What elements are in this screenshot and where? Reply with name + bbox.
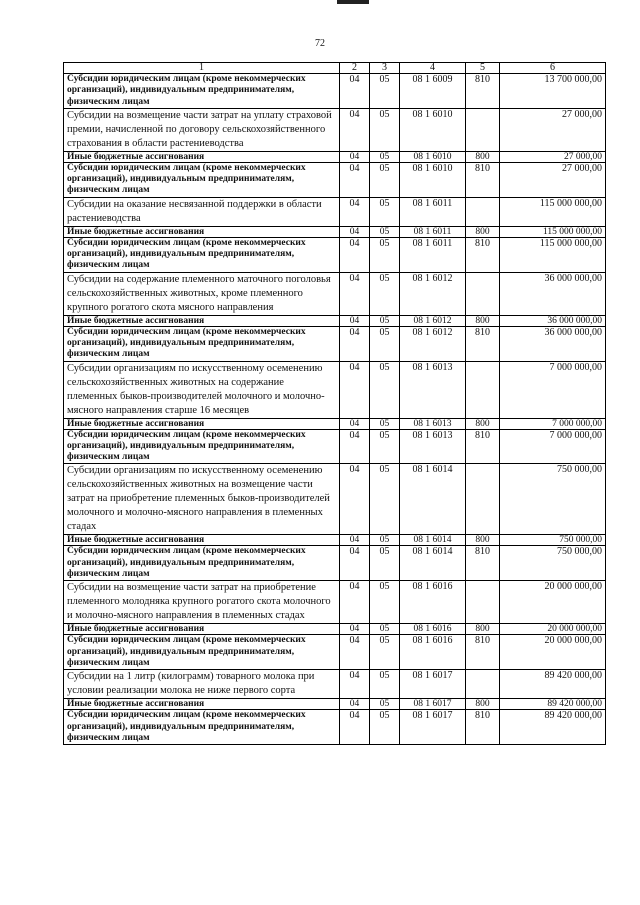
row-subsection-code: 05 [370, 670, 400, 699]
row-subsection-code: 05 [370, 226, 400, 237]
row-expense-type: 810 [466, 74, 500, 109]
row-amount: 36 000 000,00 [500, 315, 606, 326]
row-expense-type: 800 [466, 226, 500, 237]
header-col-4: 4 [400, 63, 466, 74]
row-subsection-code: 05 [370, 635, 400, 670]
row-subsection-code: 05 [370, 272, 400, 315]
header-col-1: 1 [64, 63, 340, 74]
row-amount: 7 000 000,00 [500, 418, 606, 429]
row-target-article: 08 1 6010 [400, 162, 466, 197]
row-amount: 36 000 000,00 [500, 326, 606, 361]
row-amount: 89 420 000,00 [500, 670, 606, 699]
row-subsection-code: 05 [370, 581, 400, 624]
row-expense-type: 800 [466, 624, 500, 635]
row-amount: 27 000,00 [500, 108, 606, 151]
row-subsection-code: 05 [370, 237, 400, 272]
row-target-article: 08 1 6013 [400, 418, 466, 429]
table-row [64, 699, 606, 710]
row-section-code: 04 [340, 361, 370, 418]
row-section-code: 04 [340, 197, 370, 226]
table-row [64, 151, 606, 162]
row-name: Субсидии на возмещение части затрат на приобретение племенного молодняка крупного рогатого скота молочного и молочно-мясного направления в племенных стадах [64, 581, 340, 624]
row-target-article: 08 1 6016 [400, 581, 466, 624]
row-subsection-code: 05 [370, 361, 400, 418]
row-expense-type: 800 [466, 535, 500, 546]
row-target-article: 08 1 6012 [400, 326, 466, 361]
row-section-code: 04 [340, 326, 370, 361]
row-subsection-code: 05 [370, 464, 400, 535]
row-target-article: 08 1 6016 [400, 635, 466, 670]
row-expense-type [466, 272, 500, 315]
row-subsection-code: 05 [370, 151, 400, 162]
table-row [64, 226, 606, 237]
row-section-code: 04 [340, 624, 370, 635]
table-row [64, 272, 606, 315]
header-row [64, 63, 606, 74]
row-subsection-code: 05 [370, 197, 400, 226]
row-target-article: 08 1 6017 [400, 670, 466, 699]
row-target-article: 08 1 6017 [400, 710, 466, 745]
row-expense-type: 810 [466, 429, 500, 464]
row-name: Субсидии на 1 литр (килограмм) товарного молока при условии реализации молока не ниже первого сорта [64, 670, 340, 699]
row-expense-type [466, 197, 500, 226]
row-name: Субсидии юридическим лицам (кроме некоммерческих организаций), индивидуальным предпринимателям, физическим лицам [64, 710, 340, 745]
row-section-code: 04 [340, 581, 370, 624]
table-row [64, 237, 606, 272]
row-expense-type [466, 361, 500, 418]
row-amount: 89 420 000,00 [500, 710, 606, 745]
table-row [64, 670, 606, 699]
row-expense-type: 810 [466, 710, 500, 745]
row-target-article: 08 1 6013 [400, 429, 466, 464]
row-amount: 7 000 000,00 [500, 429, 606, 464]
row-amount: 20 000 000,00 [500, 581, 606, 624]
row-section-code: 04 [340, 464, 370, 535]
header-col-2: 2 [340, 63, 370, 74]
row-subsection-code: 05 [370, 699, 400, 710]
scan-mark [337, 0, 369, 4]
row-expense-type [466, 581, 500, 624]
row-name: Субсидии на возмещение части затрат на уплату страховой премии, начисленной по договору сельскохозяйственного страхования в области растениеводства [64, 108, 340, 151]
row-target-article: 08 1 6011 [400, 237, 466, 272]
row-name: Субсидии юридическим лицам (кроме некоммерческих организаций), индивидуальным предпринимателям, физическим лицам [64, 74, 340, 109]
row-expense-type: 800 [466, 418, 500, 429]
row-expense-type: 800 [466, 315, 500, 326]
row-section-code: 04 [340, 74, 370, 109]
row-target-article: 08 1 6013 [400, 361, 466, 418]
row-subsection-code: 05 [370, 418, 400, 429]
table-row [64, 710, 606, 745]
row-section-code: 04 [340, 226, 370, 237]
row-amount: 115 000 000,00 [500, 226, 606, 237]
row-target-article: 08 1 6010 [400, 151, 466, 162]
row-section-code: 04 [340, 237, 370, 272]
row-subsection-code: 05 [370, 546, 400, 581]
row-target-article: 08 1 6012 [400, 272, 466, 315]
row-subsection-code: 05 [370, 535, 400, 546]
row-amount: 115 000 000,00 [500, 197, 606, 226]
table-row [64, 635, 606, 670]
row-amount: 750 000,00 [500, 535, 606, 546]
header-col-3: 3 [370, 63, 400, 74]
row-section-code: 04 [340, 418, 370, 429]
row-target-article: 08 1 6014 [400, 464, 466, 535]
row-amount: 27 000,00 [500, 151, 606, 162]
row-expense-type: 810 [466, 237, 500, 272]
row-target-article: 08 1 6017 [400, 699, 466, 710]
row-name: Субсидии на содержание племенного маточного поголовья сельскохозяйственных животных, кроме племенного крупного рогатого скота мясного направления [64, 272, 340, 315]
row-name: Субсидии юридическим лицам (кроме некоммерческих организаций), индивидуальным предпринимателям, физическим лицам [64, 429, 340, 464]
page-number: 72 [315, 38, 325, 49]
row-section-code: 04 [340, 546, 370, 581]
row-subsection-code: 05 [370, 74, 400, 109]
row-name: Иные бюджетные ассигнования [64, 535, 340, 546]
header-col-6: 6 [500, 63, 606, 74]
row-section-code: 04 [340, 670, 370, 699]
row-amount: 115 000 000,00 [500, 237, 606, 272]
row-section-code: 04 [340, 699, 370, 710]
row-name: Иные бюджетные ассигнования [64, 624, 340, 635]
table-row [64, 108, 606, 151]
row-expense-type [466, 464, 500, 535]
table-row [64, 464, 606, 535]
row-subsection-code: 05 [370, 326, 400, 361]
row-amount: 89 420 000,00 [500, 699, 606, 710]
row-target-article: 08 1 6011 [400, 197, 466, 226]
row-subsection-code: 05 [370, 624, 400, 635]
row-section-code: 04 [340, 710, 370, 745]
row-target-article: 08 1 6009 [400, 74, 466, 109]
row-name: Иные бюджетные ассигнования [64, 418, 340, 429]
row-target-article: 08 1 6012 [400, 315, 466, 326]
row-subsection-code: 05 [370, 429, 400, 464]
row-amount: 20 000 000,00 [500, 635, 606, 670]
row-amount: 36 000 000,00 [500, 272, 606, 315]
table-row [64, 546, 606, 581]
row-name: Иные бюджетные ассигнования [64, 226, 340, 237]
table-row [64, 429, 606, 464]
row-name: Субсидии юридическим лицам (кроме некоммерческих организаций), индивидуальным предпринимателям, физическим лицам [64, 162, 340, 197]
row-subsection-code: 05 [370, 710, 400, 745]
row-name: Субсидии юридическим лицам (кроме некоммерческих организаций), индивидуальным предпринимателям, физическим лицам [64, 546, 340, 581]
row-section-code: 04 [340, 535, 370, 546]
table-row [64, 162, 606, 197]
row-section-code: 04 [340, 272, 370, 315]
table-row [64, 535, 606, 546]
row-expense-type: 810 [466, 635, 500, 670]
table-row [64, 74, 606, 109]
row-expense-type: 800 [466, 699, 500, 710]
row-section-code: 04 [340, 108, 370, 151]
row-subsection-code: 05 [370, 162, 400, 197]
row-target-article: 08 1 6010 [400, 108, 466, 151]
row-amount: 750 000,00 [500, 464, 606, 535]
table-row [64, 197, 606, 226]
table-row [64, 418, 606, 429]
row-subsection-code: 05 [370, 108, 400, 151]
row-amount: 27 000,00 [500, 162, 606, 197]
row-amount: 750 000,00 [500, 546, 606, 581]
header-col-5: 5 [466, 63, 500, 74]
row-expense-type [466, 670, 500, 699]
budget-table [63, 62, 606, 745]
row-expense-type [466, 108, 500, 151]
table-row [64, 581, 606, 624]
row-amount: 20 000 000,00 [500, 624, 606, 635]
row-target-article: 08 1 6016 [400, 624, 466, 635]
row-target-article: 08 1 6014 [400, 546, 466, 581]
row-name: Иные бюджетные ассигнования [64, 699, 340, 710]
row-name: Субсидии на оказание несвязанной поддержки в области растениеводства [64, 197, 340, 226]
table-row [64, 326, 606, 361]
row-section-code: 04 [340, 162, 370, 197]
row-name: Иные бюджетные ассигнования [64, 315, 340, 326]
row-subsection-code: 05 [370, 315, 400, 326]
row-expense-type: 810 [466, 546, 500, 581]
row-section-code: 04 [340, 315, 370, 326]
row-name: Субсидии юридическим лицам (кроме некоммерческих организаций), индивидуальным предпринимателям, физическим лицам [64, 635, 340, 670]
row-expense-type: 810 [466, 326, 500, 361]
row-section-code: 04 [340, 429, 370, 464]
table-row [64, 624, 606, 635]
row-name: Субсидии организациям по искусственному осеменению сельскохозяйственных животных на содержание племенных быков-производителей молочного и молочно-мясного направления старше 16 месяцев [64, 361, 340, 418]
row-section-code: 04 [340, 635, 370, 670]
row-amount: 13 700 000,00 [500, 74, 606, 109]
row-target-article: 08 1 6011 [400, 226, 466, 237]
row-target-article: 08 1 6014 [400, 535, 466, 546]
row-name: Иные бюджетные ассигнования [64, 151, 340, 162]
table-row [64, 361, 606, 418]
row-expense-type: 800 [466, 151, 500, 162]
row-name: Субсидии юридическим лицам (кроме некоммерческих организаций), индивидуальным предпринимателям, физическим лицам [64, 237, 340, 272]
table-body [64, 74, 606, 745]
row-name: Субсидии юридическим лицам (кроме некоммерческих организаций), индивидуальным предпринимателям, физическим лицам [64, 326, 340, 361]
row-section-code: 04 [340, 151, 370, 162]
row-amount: 7 000 000,00 [500, 361, 606, 418]
row-name: Субсидии организациям по искусственному осеменению сельскохозяйственных животных на возмещение части затрат на приобретение племенных быков-производителей молочного и молочно-мясного направления в племенных стадах [64, 464, 340, 535]
row-expense-type: 810 [466, 162, 500, 197]
table-row [64, 315, 606, 326]
